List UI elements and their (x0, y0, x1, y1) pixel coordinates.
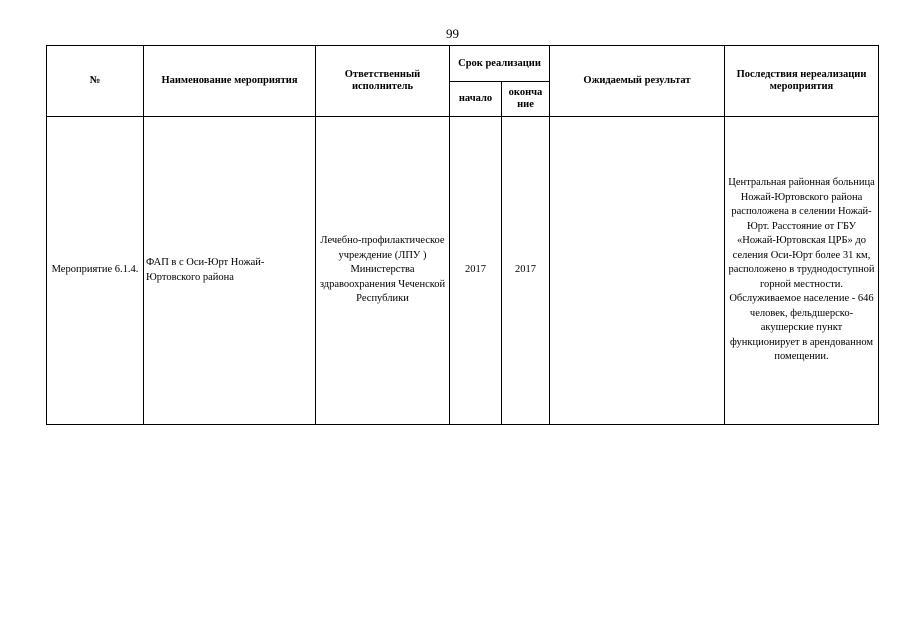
row-start-year: 2017 (450, 117, 502, 425)
header-start: начало (450, 82, 502, 117)
row-expected-result (550, 117, 725, 425)
header-number: № (47, 46, 144, 117)
header-expected-result: Ожидаемый результат (550, 46, 725, 117)
header-row (47, 46, 879, 82)
header-end: оконча ние (502, 82, 550, 117)
row-activity-name: ФАП в с Оси-Юрт Ножай-Юртовского района (144, 117, 316, 425)
row-number: Мероприятие 6.1.4. (47, 117, 144, 425)
table-row (47, 117, 879, 425)
row-consequences: Центральная районная больница Ножай-Юртовского района расположена в селении Ножай-Юрт. Расстояние от ГБУ «Ножай-Юртовская ЦРБ» до селения Оси-Юрт более 31 км, расположено в труднодоступной горной местности. Обслуживаемое население - 646 человек, фельдшерско-акушерские пункт функционирует в арендованном помещении. (725, 117, 879, 425)
row-executor: Лечебно-профилактическое учреждение (ЛПУ ) Министерства здравоохранения Чеченской Республики (316, 117, 450, 425)
row-end-year: 2017 (502, 117, 550, 425)
header-activity-name: Наименование мероприятия (144, 46, 316, 117)
header-executor: Ответственный исполнитель (316, 46, 450, 117)
header-consequences: Последствия нереализации мероприятия (725, 46, 879, 117)
activities-table (46, 45, 879, 425)
header-period: Срок реализации (450, 46, 550, 82)
page-number: 99 (446, 26, 459, 41)
